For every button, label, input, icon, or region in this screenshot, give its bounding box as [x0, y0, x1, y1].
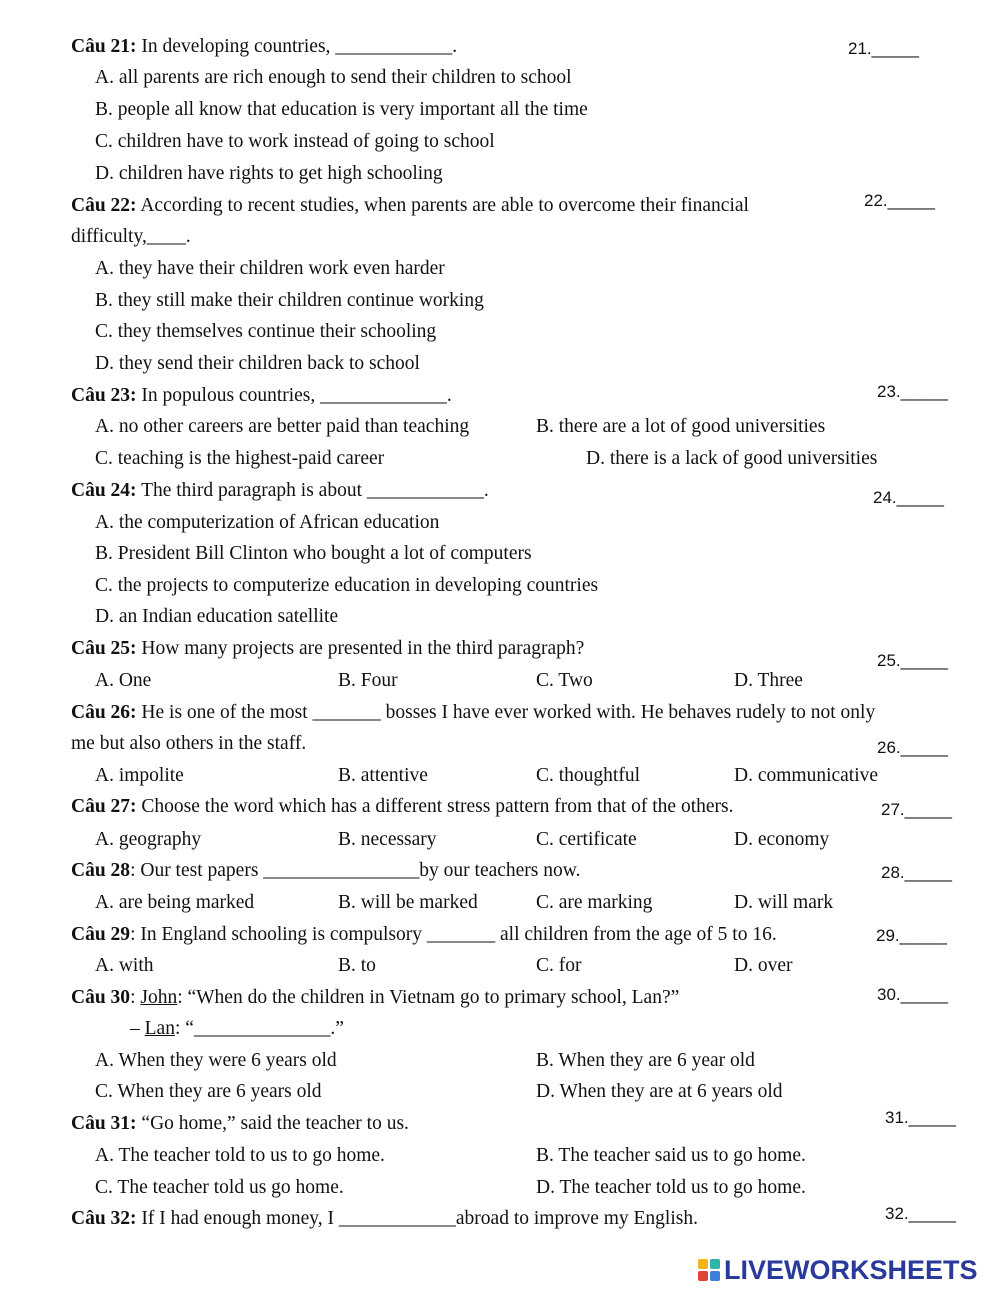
question-25	[71, 637, 584, 661]
answer-slot-31[interactable]: 31._____	[885, 1108, 956, 1127]
option-26c: C. thoughtful	[536, 765, 641, 786]
option-29b: B. to	[338, 955, 376, 976]
speaker-lan: Lan	[144, 1018, 175, 1039]
question-label: Câu 23:	[71, 385, 137, 406]
option-27c: C. certificate	[536, 829, 637, 850]
option-24b: B. President Bill Clinton who bought a lot of computers	[95, 543, 532, 564]
question-stem: : Our test papers ________________by our teachers now.	[130, 860, 581, 881]
option-25b: B. Four	[338, 670, 398, 691]
option-28d: D. will mark	[734, 892, 834, 913]
option-22d: D. they send their children back to school	[95, 353, 420, 374]
question-22-continued: difficulty,____.	[71, 226, 191, 247]
option-25d: D. Three	[734, 670, 803, 691]
option-24d: D. an Indian education satellite	[95, 606, 339, 627]
question-stem: In populous countries, _____________.	[136, 385, 452, 406]
option-24c: C. the projects to computerize education in developing countries	[95, 575, 599, 596]
option-22c: C. they themselves continue their schooling	[95, 321, 437, 342]
speaker-john: John	[140, 987, 178, 1008]
option-21b: B. people all know that education is very important all the time	[95, 99, 588, 120]
question-21	[71, 35, 457, 59]
option-27b: B. necessary	[338, 829, 437, 850]
question-label: Câu 27:	[71, 796, 137, 817]
question-31	[71, 1112, 409, 1136]
option-31c: C. The teacher told us go home.	[95, 1177, 344, 1198]
question-label: Câu 30	[71, 987, 131, 1008]
option-28a: A. are being marked	[95, 892, 255, 913]
question-28	[71, 859, 580, 883]
question-label: Câu 29	[71, 924, 131, 945]
question-stem: The third paragraph is about ____________.	[136, 480, 489, 501]
option-30b: B. When they are 6 year old	[536, 1050, 755, 1071]
option-23c: C. teaching is the highest-paid career	[95, 448, 385, 469]
logo-text: LIVEWORKSHEETS	[724, 1254, 978, 1285]
option-30c: C. When they are 6 years old	[95, 1081, 322, 1102]
option-24a: A. the computerization of African education	[95, 512, 440, 533]
option-29d: D. over	[734, 955, 793, 976]
option-28c: C. are marking	[536, 892, 653, 913]
option-25c: C. Two	[536, 670, 593, 691]
option-31a: A. The teacher told to us to go home.	[95, 1145, 385, 1166]
option-23d: D. there is a lack of good universities	[586, 448, 878, 469]
question-stem: He is one of the most _______ bosses I have ever worked with. He behaves rudely to not only	[136, 702, 876, 723]
question-29	[71, 923, 777, 947]
answer-slot-29[interactable]: 29._____	[876, 926, 947, 945]
logo-square-3	[698, 1271, 708, 1281]
question-22	[71, 194, 749, 218]
option-22b: B. they still make their children continue working	[95, 290, 484, 311]
question-23	[71, 384, 452, 408]
option-22a: A. they have their children work even harder	[95, 258, 445, 279]
logo-square-4	[710, 1271, 720, 1281]
logo-grid-icon	[698, 1259, 720, 1281]
option-26b: B. attentive	[338, 765, 428, 786]
answer-slot-27[interactable]: 27._____	[881, 800, 952, 819]
question-label: Câu 21:	[71, 36, 137, 57]
reply-blank: : “______________.”	[174, 1018, 344, 1039]
liveworksheets-logo[interactable]	[698, 1254, 978, 1286]
question-stem: : In England schooling is compulsory _______ all children from the age of 5 to 16.	[130, 924, 777, 945]
question-label: Câu 32:	[71, 1208, 137, 1229]
question-26	[71, 701, 875, 725]
logo-square-2	[710, 1259, 720, 1269]
option-27d: D. economy	[734, 829, 830, 850]
question-stem: How many projects are presented in the third paragraph?	[136, 638, 585, 659]
reply-dash: –	[130, 1018, 145, 1039]
option-28b: B. will be marked	[338, 892, 478, 913]
option-30a: A. When they were 6 years old	[95, 1050, 337, 1071]
question-30	[71, 986, 679, 1010]
question-stem: In developing countries, ____________.	[136, 36, 458, 57]
option-21a: A. all parents are rich enough to send their children to school	[95, 67, 572, 88]
answer-slot-24[interactable]: 24._____	[873, 488, 944, 507]
question-stem: : “When do the children in Vietnam go to primary school, Lan?”	[177, 987, 680, 1008]
option-23b: B. there are a lot of good universities	[536, 416, 826, 437]
option-23a: A. no other careers are better paid than teaching	[95, 416, 470, 437]
question-stem: If I had enough money, I ____________abroad to improve my English.	[136, 1208, 698, 1229]
question-label: Câu 26:	[71, 702, 137, 723]
question-26-continued: me but also others in the staff.	[71, 733, 307, 754]
option-21d: D. children have rights to get high schooling	[95, 163, 443, 184]
question-stem: “Go home,” said the teacher to us.	[136, 1113, 409, 1134]
option-26a: A. impolite	[95, 765, 184, 786]
question-label: Câu 25:	[71, 638, 137, 659]
option-29c: C. for	[536, 955, 582, 976]
question-32	[71, 1207, 698, 1231]
question-27	[71, 795, 734, 819]
question-30-reply	[130, 1017, 344, 1041]
option-29a: A. with	[95, 955, 154, 976]
option-30d: D. When they are at 6 years old	[536, 1081, 783, 1102]
answer-slot-30[interactable]: 30._____	[877, 985, 948, 1004]
answer-slot-21[interactable]: 21._____	[848, 39, 919, 58]
question-label: Câu 24:	[71, 480, 137, 501]
answer-slot-22[interactable]: 22._____	[864, 191, 935, 210]
option-27a: A. geography	[95, 829, 202, 850]
answer-slot-23[interactable]: 23._____	[877, 382, 948, 401]
logo-square-1	[698, 1259, 708, 1269]
answer-slot-32[interactable]: 32._____	[885, 1204, 956, 1223]
option-25a: A. One	[95, 670, 152, 691]
option-31d: D. The teacher told us to go home.	[536, 1177, 806, 1198]
question-label: Câu 22:	[71, 195, 137, 216]
answer-slot-26[interactable]: 26._____	[877, 738, 948, 757]
option-21c: C. children have to work instead of going to school	[95, 131, 495, 152]
question-stem: Choose the word which has a different stress pattern from that of the others.	[136, 796, 734, 817]
question-separator: :	[130, 987, 141, 1008]
question-label: Câu 28	[71, 860, 131, 881]
option-26d: D. communicative	[734, 765, 879, 786]
question-label: Câu 31:	[71, 1113, 137, 1134]
question-24	[71, 479, 489, 503]
option-31b: B. The teacher said us to go home.	[536, 1145, 806, 1166]
question-stem: According to recent studies, when parents are able to overcome their financial	[136, 195, 749, 216]
answer-slot-25[interactable]: 25._____	[877, 651, 948, 670]
answer-slot-28[interactable]: 28._____	[881, 863, 952, 882]
